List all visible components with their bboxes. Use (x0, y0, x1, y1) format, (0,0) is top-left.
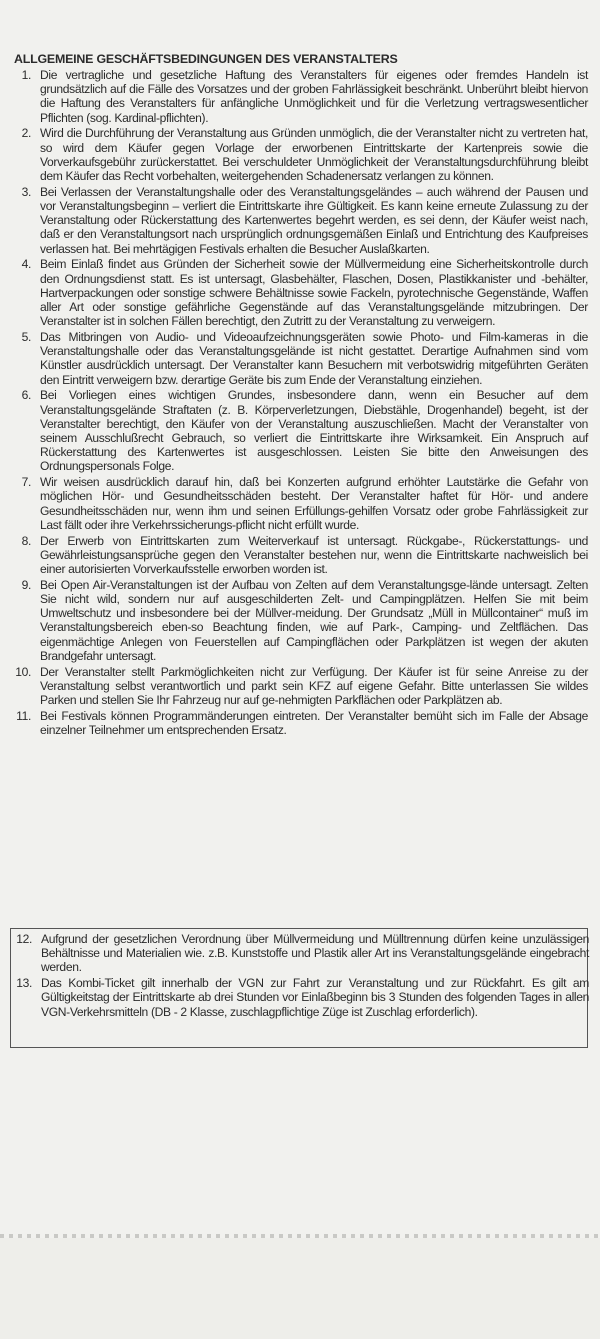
term-item (10, 126, 588, 183)
term-item (10, 475, 588, 532)
term-number: 8. (21, 533, 31, 548)
term-number: 10. (15, 664, 31, 679)
term-text: Bei Festivals können Programmänderungen eintreten. Der Veranstalter bemüht sich im Falle der Absage einzelner Teilnehmer um entsprechenden Ersatz. (40, 708, 588, 738)
term-number: 5. (21, 330, 31, 345)
term-item (11, 932, 589, 975)
term-text: Bei Open Air-Veranstaltungen ist der Aufbau von Zelten auf dem Veranstaltungsge-lände untersagt. Zelten Sie nicht wild, sondern nur auf ausgeschilderten Zelt- und Campingplätzen. Helfen Sie mit beim Umweltschutz und insbesondere bei der Müllver-meidung. Der Grundsatz „Müll in Müllcontainer“ muß im Veranstaltungsbereich eben-so Beachtung finden, wie auf Park-, Camping- und Zeltflächen. Das eigenmächtige Anlegen von Feuerstellen auf Campingflächen oder Parkplätzen ist wegen der akuten Brandgefahr untersagt. (40, 577, 588, 663)
term-item (10, 68, 588, 125)
term-text: Bei Verlassen der Veranstaltungshalle oder des Veranstaltungsgeländes – auch während der Pausen und vor Veranstaltungsbeginn – verliert die Eintrittskarte ihre Gültigkeit. Es kann keine erneute Zulassung zu der Veranstaltung oder Rückerstattung des Kartenwertes begehrt werden, es sei denn, der Käufer weist nach, daß er den Veranstaltungsort nach ursprünglich ordnungsgemäßen Einlaß und Entrichtung des Kaufpreises verlassen hat. Bei mehrtägigen Festivals erhalten die Besucher Auslaßkarten. (40, 184, 588, 256)
term-item (10, 330, 588, 387)
terms-list (10, 68, 588, 739)
term-text: Der Veranstalter stellt Parkmöglichkeiten nicht zur Verfügung. Der Käufer ist für seine Anreise zu der Veranstaltung selbst verantwortlich und parkt sein KFZ auf eigene Gefahr. Bitte unterlassen Sie wildes Parken und stellen Sie Ihr Fahrzeug nur auf ge-nehmigten Parkflächen oder Parkplätzen ab. (40, 664, 588, 708)
term-number: 9. (21, 577, 31, 592)
term-text: Aufgrund der gesetzlichen Verordnung über Müllvermeidung und Mülltrennung dürfen keine unzulässigen Behältnisse und Materialien wie. z.B. Kunststoffe und Plastik aller Art ins Veranstaltungsgelände eingebracht werden. (41, 932, 589, 975)
ticket-stub (0, 1238, 600, 1339)
term-text: Wir weisen ausdrücklich darauf hin, daß bei Konzerten aufgrund erhöhter Lautstärke die Gefahr von möglichen Hör- und Gesundheitsschäden besteht. Der Veranstalter haftet für Hör- und andere Gesundheitsschäden nur, wenn ihm und seinen Erfüllungs-gehilfen Vorsatz oder grobe Fahrlässigkeit zur Last fällt oder ihre Verkehrssicherungs-pflicht nicht erfüllt wurde. (40, 475, 588, 532)
term-text: Das Kombi-Ticket gilt innerhalb der VGN zur Fahrt zur Veranstaltung und zur Rückfahrt. Es gilt am Gültigkeitstag der Eintrittskarte ab drei Stunden vor Einlaßbeginn bis 3 Stunden des folgenden Tages in allen VGN-Verkehrsmitteln (DB - 2 Klasse, zuschlagpflichtige Züge ist Zuschlag erforderlich). (41, 976, 589, 1019)
term-number: 3. (21, 184, 31, 199)
term-item (11, 976, 589, 1019)
term-number: 13. (16, 976, 32, 991)
term-item (10, 709, 588, 737)
term-text: Das Mitbringen von Audio- und Videoaufzeichnungsgeräten sowie Photo- und Film-kameras in die Veranstaltungshalle oder das Veranstaltungsgelände ist nicht gestattet. Derartige Aufnahmen sind vom Künstler ausdrücklich untersagt. Der Veranstalter kann Besuchern mit verbotswidrig mitgeführten Geräten den Eintritt verweigern bzw. derartige Geräte bis zum Ende der Veranstaltung einziehen. (40, 330, 588, 387)
term-number: 4. (21, 257, 31, 272)
term-text: Bei Vorliegen eines wichtigen Grundes, insbesondere dann, wenn ein Besucher auf dem Veranstaltungsgelände Straftaten (z. B. Körperverletzungen, Diebstähle, Drogenhandel) begeht, ist der Veranstalter berechtigt, den Käufer von der Veranstaltung auszuschließen. Macht der Veranstalter von seinem Ausschlußrecht Gebrauch, so verliert die Eintrittskarte ihre Wirksamkeit. Ein Anspruch auf Rückerstattung des Kartenwertes ist ausgeschlossen. Leisten Sie bitte den Anweisungen des Ordnungspersonals Folge. (40, 388, 588, 474)
term-text: Der Erwerb von Eintrittskarten zum Weiterverkauf ist untersagt. Rückgabe-, Rückerstattungs- und Gewährleistungsansprüche gegen den Veranstalter bestehen nur, wenn die Eintrittskarte nachweislich bei einer autorisierten Vorverkaufsstelle erworben worden ist. (40, 533, 588, 577)
page-title: ALLGEMEINE GESCHÄFTSBEDINGUNGEN DES VERANSTALTERS (14, 52, 398, 66)
term-number: 11. (16, 708, 31, 723)
term-text: Wird die Durchführung der Veranstaltung aus Gründen unmöglich, die der Veranstalter nicht zu vertreten hat, so wird dem Käufer gegen Vorlage der erworbenen Eintrittskarte der Kartenpreis sowie die Vorverkaufsgebühr zurückerstattet. Bei verschuldeter Unmöglichkeit der Veranstaltungsdurchführung bleibt dem Käufer das Recht vorbehalten, weitergehenden Schadenersatz verlangen zu können. (40, 126, 588, 184)
highlighted-terms-box (10, 928, 588, 1048)
term-item (10, 257, 588, 328)
term-number: 1. (21, 68, 31, 82)
term-item (10, 534, 588, 577)
term-text: Die vertragliche und gesetzliche Haftung des Veranstalters für eigenes oder fremdes Handeln ist grundsätzlich auf die Fälle des Vorsatzes und der groben Fahrlässigkeit beschränkt. Unberührt bleibt hiervon die Haftung des Veranstalters für anfängliche Unmöglichkeit und für die Verletzung vertragswesentlicher Pflichten (sog. Kardinal-pflichten). (40, 68, 588, 125)
term-number: 12. (16, 932, 32, 946)
term-item (10, 578, 588, 663)
term-text: Beim Einlaß findet aus Gründen der Sicherheit sowie der Müllvermeidung eine Sicherheitskontrolle durch den Ordnungsdienst statt. Es ist untersagt, Glasbehälter, Flaschen, Dosen, Plastikkanister und -behälter, Hartverpackungen oder sonstige schwere Behältnisse sowie Fackeln, pyrotechnische Gegenstände, Waffen aller Art oder sonstige gefährliche Gegenstände auf das Veranstaltungsgelände mitzubringen. Der Veranstalter ist in solchen Fällen berechtigt, den Zutritt zu der Veranstaltung zu verweigern. (40, 257, 588, 329)
term-item (10, 665, 588, 708)
term-number: 2. (21, 126, 31, 141)
term-number: 6. (21, 388, 31, 403)
term-item (10, 388, 588, 473)
term-number: 7. (21, 475, 31, 490)
term-item (10, 185, 588, 256)
